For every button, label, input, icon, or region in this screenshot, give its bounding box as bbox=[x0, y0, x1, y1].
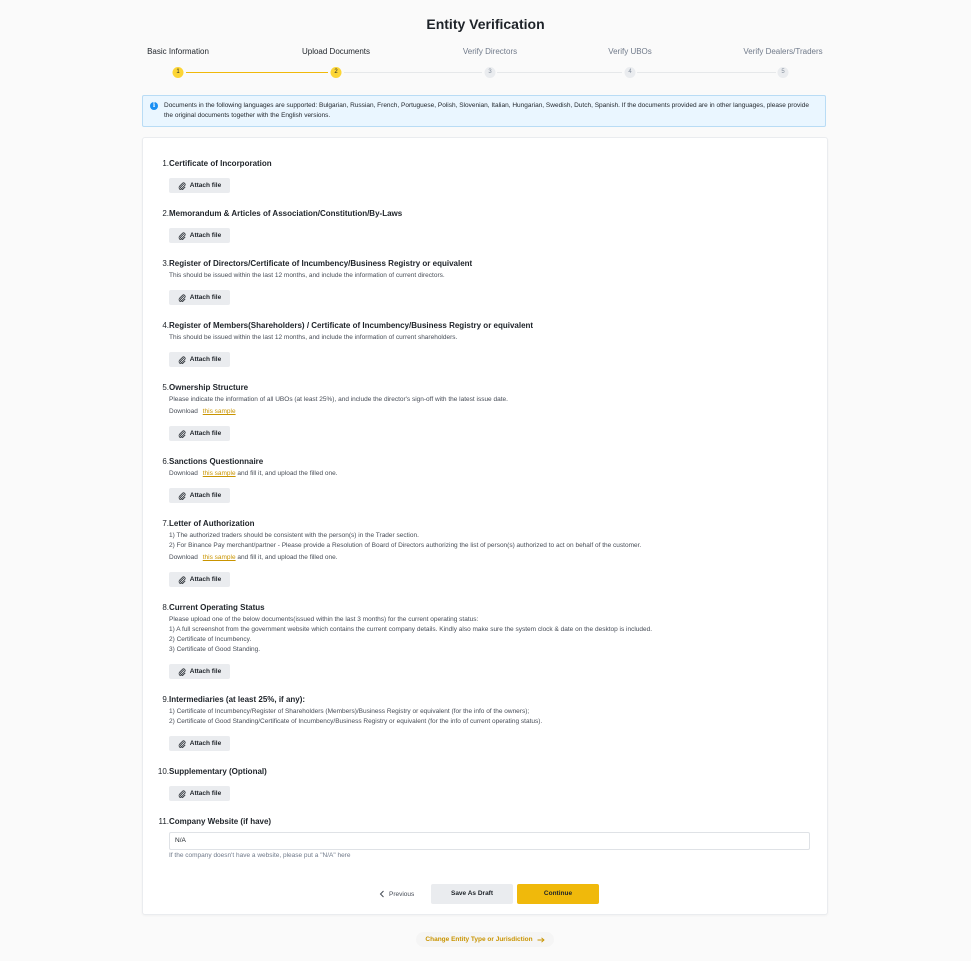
item-description: Please upload one of the below documents(issued within the last 3 months) for the current operating status: bbox=[169, 616, 479, 623]
item-title: Letter of Authorization bbox=[169, 519, 255, 528]
download-line bbox=[169, 470, 338, 477]
item-description: 1) A full screenshot from the government website which contains the current company details. Kindly also make sure the system clock & date on the desktop is included. bbox=[169, 626, 653, 633]
item-title: Memorandum & Articles of Association/Constitution/By-Laws bbox=[169, 209, 403, 218]
attach-file-label: Attach file bbox=[189, 232, 222, 239]
item-title: Supplementary (Optional) bbox=[169, 767, 267, 776]
attach-file-button[interactable] bbox=[169, 426, 230, 441]
previous-label: Previous bbox=[389, 890, 415, 898]
step-dot-2[interactable]: 2 bbox=[331, 67, 342, 78]
step-dot-5: 5 bbox=[778, 67, 789, 78]
attach-file-button[interactable] bbox=[169, 352, 230, 367]
item-title: Company Website (if have) bbox=[169, 817, 272, 826]
sample-link[interactable]: this sample bbox=[202, 554, 236, 561]
attach-file-label: Attach file bbox=[189, 740, 222, 747]
save-as-draft-button[interactable]: Save As Draft bbox=[431, 884, 513, 904]
arrow-right-icon bbox=[537, 937, 545, 943]
item-description: 2) Certificate of Incumbency. bbox=[169, 636, 252, 643]
attach-file-button[interactable] bbox=[169, 488, 230, 503]
item-description: 2) Certificate of Good Standing/Certificate of Incumbency/Business Registry or equivalent (for the info of current operating status). bbox=[169, 718, 543, 725]
download-suffix: and fill it, and upload the filled one. bbox=[237, 554, 338, 561]
item-number: 4. bbox=[162, 321, 169, 330]
step-connector bbox=[497, 72, 622, 73]
attach-file-button[interactable] bbox=[169, 178, 230, 193]
step-dot-4: 4 bbox=[625, 67, 636, 78]
attach-file-label: Attach file bbox=[189, 430, 222, 437]
notice-text: Documents in the following languages are supported: Bulgarian, Russian, French, Portuguese, Polish, Slovenian, Italian, Hungarian, Swedish, Dutch, Spanish. If the documents provided are in other languages, please provide the original documents together with the English versions. bbox=[164, 102, 809, 119]
step-dot-1[interactable]: 1 bbox=[173, 67, 184, 78]
item-description: 2) For Binance Pay merchant/partner - Please provide a Resolution of Board of Directors authorizing the list of person(s) authorized to act on behalf of the customer. bbox=[169, 542, 642, 549]
paperclip-icon bbox=[178, 576, 186, 584]
sample-link[interactable]: this sample bbox=[202, 408, 236, 415]
attach-file-button[interactable] bbox=[169, 290, 230, 305]
attach-file-label: Attach file bbox=[189, 790, 222, 797]
download-line bbox=[169, 554, 338, 561]
item-title: Ownership Structure bbox=[169, 383, 249, 392]
item-title: Sanctions Questionnaire bbox=[169, 457, 264, 466]
language-notice bbox=[142, 95, 826, 127]
attach-file-label: Attach file bbox=[189, 576, 222, 583]
item-number: 7. bbox=[162, 519, 169, 528]
paperclip-icon bbox=[178, 668, 186, 676]
paperclip-icon bbox=[178, 790, 186, 798]
item-number: 11. bbox=[158, 817, 169, 826]
item-number: 1. bbox=[162, 159, 169, 168]
item-title: Register of Directors/Certificate of Incumbency/Business Registry or equivalent bbox=[169, 259, 473, 268]
previous-button[interactable] bbox=[379, 884, 423, 904]
step-dot-3: 3 bbox=[485, 67, 496, 78]
sample-link[interactable]: this sample bbox=[202, 470, 236, 477]
item-description: Please indicate the information of all UBOs (at least 25%), and include the director's sign-off with the latest issue date. bbox=[169, 396, 508, 403]
step-connector bbox=[344, 72, 482, 73]
item-description: 3) Certificate of Good Standing. bbox=[169, 646, 261, 653]
item-title: Certificate of Incorporation bbox=[169, 159, 272, 168]
step-connector bbox=[186, 72, 328, 73]
step-label-basic-information[interactable]: Basic Information bbox=[147, 47, 209, 56]
step-label-verify-directors: Verify Directors bbox=[462, 47, 518, 56]
item-number: 8. bbox=[162, 603, 169, 612]
item-title: Intermediaries (at least 25%, if any): bbox=[169, 695, 306, 704]
item-title: Register of Members(Shareholders) / Certificate of Incumbency/Business Registry or equivalent bbox=[169, 321, 534, 330]
info-icon: i bbox=[150, 102, 158, 110]
continue-button[interactable]: Continue bbox=[517, 884, 599, 904]
paperclip-icon bbox=[178, 356, 186, 364]
step-connector bbox=[637, 72, 776, 73]
attach-file-label: Attach file bbox=[189, 492, 222, 499]
item-number: 9. bbox=[162, 695, 169, 704]
attach-file-label: Attach file bbox=[189, 294, 222, 301]
item-description: 1) The authorized traders should be consistent with the person(s) in the Trader section. bbox=[169, 532, 419, 539]
paperclip-icon bbox=[178, 232, 186, 240]
change-entity-type-link[interactable] bbox=[416, 932, 554, 947]
company-website-hint: If the company doesn't have a website, please put a "N/A" here bbox=[169, 852, 351, 859]
documents-card bbox=[142, 137, 828, 915]
change-entity-type-label: Change Entity Type or Jurisdiction bbox=[425, 936, 533, 943]
attach-file-button[interactable] bbox=[169, 786, 230, 801]
item-description: This should be issued within the last 12 months, and include the information of current shareholders. bbox=[169, 334, 458, 341]
download-suffix: and fill it, and upload the filled one. bbox=[237, 470, 338, 477]
attach-file-button[interactable] bbox=[169, 736, 230, 751]
paperclip-icon bbox=[178, 182, 186, 190]
item-description: This should be issued within the last 12 months, and include the information of current directors. bbox=[169, 272, 445, 279]
company-website-input[interactable]: N/A bbox=[169, 832, 810, 850]
download-prefix: Download bbox=[169, 408, 198, 415]
attach-file-button[interactable] bbox=[169, 572, 230, 587]
download-prefix: Download bbox=[169, 554, 198, 561]
item-title: Current Operating Status bbox=[169, 603, 265, 612]
attach-file-label: Attach file bbox=[189, 668, 222, 675]
paperclip-icon bbox=[178, 740, 186, 748]
step-label-upload-documents[interactable]: Upload Documents bbox=[301, 47, 371, 56]
chevron-left-icon bbox=[379, 890, 385, 898]
download-prefix: Download bbox=[169, 470, 198, 477]
item-number: 3. bbox=[162, 259, 169, 268]
item-number: 2. bbox=[162, 209, 169, 218]
page-title: Entity Verification bbox=[426, 16, 545, 32]
paperclip-icon bbox=[178, 492, 186, 500]
item-number: 5. bbox=[162, 383, 169, 392]
paperclip-icon bbox=[178, 294, 186, 302]
download-line bbox=[169, 408, 236, 415]
item-description: 1) Certificate of Incumbency/Register of Shareholders (Members)/Business Registry or equivalent (for the info of the owners); bbox=[169, 708, 530, 715]
attach-file-button[interactable] bbox=[169, 664, 230, 679]
step-label-verify-dealers-traders: Verify Dealers/Traders bbox=[743, 47, 823, 56]
attach-file-label: Attach file bbox=[189, 356, 222, 363]
attach-file-label: Attach file bbox=[189, 182, 222, 189]
step-label-verify-ubos: Verify UBOs bbox=[608, 47, 652, 56]
item-number: 10. bbox=[157, 767, 169, 776]
paperclip-icon bbox=[178, 430, 186, 438]
item-number: 6. bbox=[162, 457, 169, 466]
attach-file-button[interactable] bbox=[169, 228, 230, 243]
